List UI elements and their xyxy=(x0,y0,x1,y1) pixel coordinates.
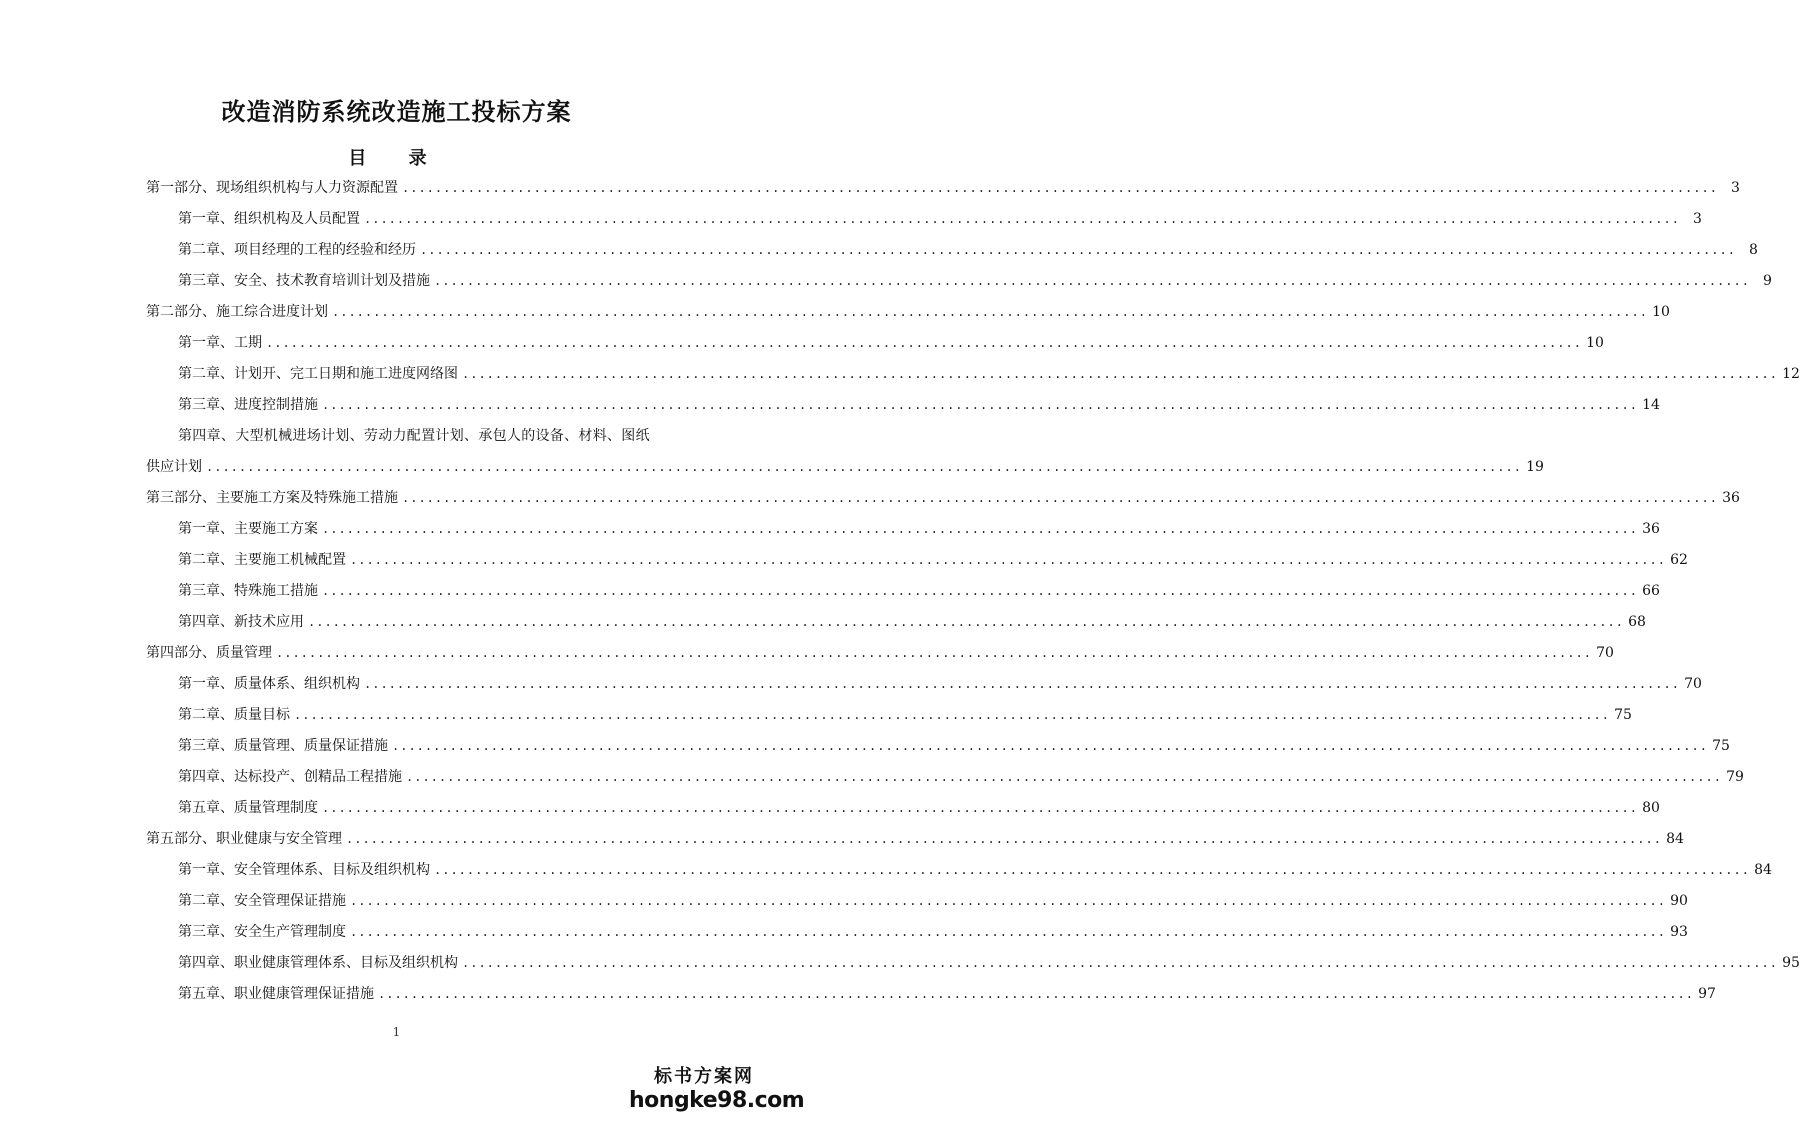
toc-leader-dots: ................................................................................................................................................................ xyxy=(332,305,1648,319)
toc-entry-wrapped-line: 第四章、大型机械进场计划、劳动力配置计划、承包人的设备、材料、图纸 xyxy=(178,428,650,444)
toc-leader-dots: ................................................................................................................................................................ xyxy=(406,770,1722,784)
toc-entry-page: 90 xyxy=(1670,893,1688,909)
toc-entry-label: 第三章、安全、技术教育培训计划及措施 xyxy=(178,273,430,289)
toc-entry-label: 第二部分、施工综合进度计划 xyxy=(146,304,328,320)
toc-leader-dots: ................................................................................................................................................................ xyxy=(434,274,1750,288)
toc-entry-label: 第三部分、主要施工方案及特殊施工措施 xyxy=(146,490,398,506)
toc-entry-label: 第二章、主要施工机械配置 xyxy=(178,552,346,568)
toc-entry-label: 第五部分、职业健康与安全管理 xyxy=(146,831,342,847)
toc-entry[interactable] xyxy=(178,705,1632,725)
document-title: 改造消防系统改造施工投标方案 xyxy=(221,98,572,126)
toc-entry[interactable] xyxy=(146,178,1740,198)
toc-leader-dots: ................................................................................................................................................................ xyxy=(420,243,1736,257)
toc-entry-page: 36 xyxy=(1722,490,1740,506)
toc-entry-page: 84 xyxy=(1754,862,1772,878)
toc-leader-dots: ................................................................................................................................................................ xyxy=(364,677,1680,691)
toc-leader-dots: ................................................................................................................................................................ xyxy=(434,863,1750,877)
toc-entry-label: 第二章、安全管理保证措施 xyxy=(178,893,346,909)
toc-entry[interactable] xyxy=(178,550,1688,570)
toc-leader-dots: ................................................................................................................................................................ xyxy=(322,801,1638,815)
toc-entry-page: 9 xyxy=(1763,273,1772,289)
toc-entry-page: 10 xyxy=(1652,304,1670,320)
watermark-url: hongke98.com xyxy=(629,1088,805,1113)
toc-entry[interactable] xyxy=(178,860,1772,880)
toc-entry-label: 第一部分、现场组织机构与人力资源配置 xyxy=(146,180,398,196)
toc-entry[interactable] xyxy=(178,581,1660,601)
toc-entry[interactable] xyxy=(146,302,1670,322)
toc-entry[interactable] xyxy=(178,612,1646,632)
toc-leader-dots: ................................................................................................................................................................ xyxy=(322,398,1638,412)
toc-leader-dots: ................................................................................................................................................................ xyxy=(402,491,1718,505)
toc-entry-label: 第三章、质量管理、质量保证措施 xyxy=(178,738,388,754)
toc-leader-dots: ................................................................................................................................................................ xyxy=(276,646,1592,660)
toc-entry-page: 62 xyxy=(1670,552,1688,568)
toc-entry-page: 12 xyxy=(1782,366,1800,382)
toc-entry-label: 第一章、工期 xyxy=(178,335,262,351)
toc-entry-page: 75 xyxy=(1614,707,1632,723)
toc-entry[interactable] xyxy=(178,953,1800,973)
toc-entry-label: 第一章、安全管理体系、目标及组织机构 xyxy=(178,862,430,878)
toc-leader-dots: ................................................................................................................................................................ xyxy=(322,584,1638,598)
toc-entry[interactable] xyxy=(178,767,1744,787)
toc-leader-dots: ................................................................................................................................................................ xyxy=(346,832,1662,846)
toc-leader-dots: ................................................................................................................................................................ xyxy=(402,181,1718,195)
toc-entry-page: 68 xyxy=(1628,614,1646,630)
toc-entry-page: 36 xyxy=(1642,521,1660,537)
toc-entry-page: 3 xyxy=(1693,211,1702,227)
toc-entry-page: 95 xyxy=(1782,955,1800,971)
toc-entry[interactable] xyxy=(178,364,1800,384)
toc-leader-dots: ................................................................................................................................................................ xyxy=(364,212,1680,226)
toc-leader-dots: ................................................................................................................................................................ xyxy=(462,956,1778,970)
toc-leader-dots: ................................................................................................................................................................ xyxy=(294,708,1610,722)
toc-entry[interactable] xyxy=(178,922,1688,942)
watermark-text: 标书方案网 xyxy=(654,1066,754,1087)
toc-leader-dots: ................................................................................................................................................................ xyxy=(350,894,1666,908)
toc-entry[interactable] xyxy=(178,271,1772,291)
toc-entry[interactable] xyxy=(178,674,1702,694)
toc-entry-page: 97 xyxy=(1698,986,1716,1002)
toc-entry-page: 10 xyxy=(1586,335,1604,351)
toc-entry-page: 79 xyxy=(1726,769,1744,785)
toc-entry[interactable] xyxy=(178,798,1660,818)
toc-leader-dots: ................................................................................................................................................................ xyxy=(266,336,1582,350)
watermark xyxy=(629,1066,805,1114)
toc-entry[interactable] xyxy=(146,643,1614,663)
toc-entry[interactable] xyxy=(178,395,1660,415)
toc-leader-dots: ................................................................................................................................................................ xyxy=(350,925,1666,939)
toc-entry-label: 第四部分、质量管理 xyxy=(146,645,272,661)
toc-entry-page: 14 xyxy=(1642,397,1660,413)
toc-entry-page: 80 xyxy=(1642,800,1660,816)
toc-entry-label: 第三章、安全生产管理制度 xyxy=(178,924,346,940)
toc-entry-page: 3 xyxy=(1731,180,1740,196)
toc-leader-dots: ................................................................................................................................................................ xyxy=(206,460,1522,474)
toc-leader-dots: ................................................................................................................................................................ xyxy=(462,367,1778,381)
toc-entry[interactable] xyxy=(178,333,1604,353)
toc-entry-label: 第二章、计划开、完工日期和施工进度网络图 xyxy=(178,366,458,382)
toc-entry-page: 70 xyxy=(1684,676,1702,692)
toc-entry-label: 第一章、主要施工方案 xyxy=(178,521,318,537)
toc-entry-page: 93 xyxy=(1670,924,1688,940)
toc-entry-label: 第三章、进度控制措施 xyxy=(178,397,318,413)
toc-entry[interactable] xyxy=(146,829,1684,849)
toc-entry-label: 第二章、质量目标 xyxy=(178,707,290,723)
toc-leader-dots: ................................................................................................................................................................ xyxy=(308,615,1624,629)
toc-leader-dots: ................................................................................................................................................................ xyxy=(392,739,1708,753)
toc-entry-label: 第四章、达标投产、创精品工程措施 xyxy=(178,769,402,785)
toc-entry-label: 第四章、职业健康管理体系、目标及组织机构 xyxy=(178,955,458,971)
toc-entry[interactable] xyxy=(178,519,1660,539)
toc-entry[interactable] xyxy=(178,736,1730,756)
toc-entry-page: 19 xyxy=(1526,459,1544,475)
toc-entry[interactable] xyxy=(178,891,1688,911)
toc-entry-page: 66 xyxy=(1642,583,1660,599)
toc-entry-page: 70 xyxy=(1596,645,1614,661)
toc-entry-page: 84 xyxy=(1666,831,1684,847)
page-number: 1 xyxy=(392,1025,401,1039)
toc-entry-label: 第一章、质量体系、组织机构 xyxy=(178,676,360,692)
toc-entry-label: 第三章、特殊施工措施 xyxy=(178,583,318,599)
toc-entry-page: 75 xyxy=(1712,738,1730,754)
toc-entry[interactable] xyxy=(178,209,1702,229)
toc-leader-dots: ................................................................................................................................................................ xyxy=(378,987,1694,1001)
toc-entry[interactable] xyxy=(146,488,1740,508)
toc-entry[interactable] xyxy=(146,457,1544,477)
toc-leader-dots: ................................................................................................................................................................ xyxy=(350,553,1666,567)
toc-heading: 目 录 xyxy=(348,148,445,169)
toc-entry[interactable] xyxy=(178,240,1758,260)
toc-entry-label: 第五章、职业健康管理保证措施 xyxy=(178,986,374,1002)
toc-entry-label: 供应计划 xyxy=(146,459,202,475)
toc-entry[interactable] xyxy=(178,984,1716,1004)
toc-leader-dots: ................................................................................................................................................................ xyxy=(322,522,1638,536)
toc-entry-label: 第一章、组织机构及人员配置 xyxy=(178,211,360,227)
toc-entry-label: 第五章、质量管理制度 xyxy=(178,800,318,816)
toc-entry-page: 8 xyxy=(1749,242,1758,258)
toc-entry-label: 第二章、项目经理的工程的经验和经历 xyxy=(178,242,416,258)
toc-entry-label: 第四章、新技术应用 xyxy=(178,614,304,630)
